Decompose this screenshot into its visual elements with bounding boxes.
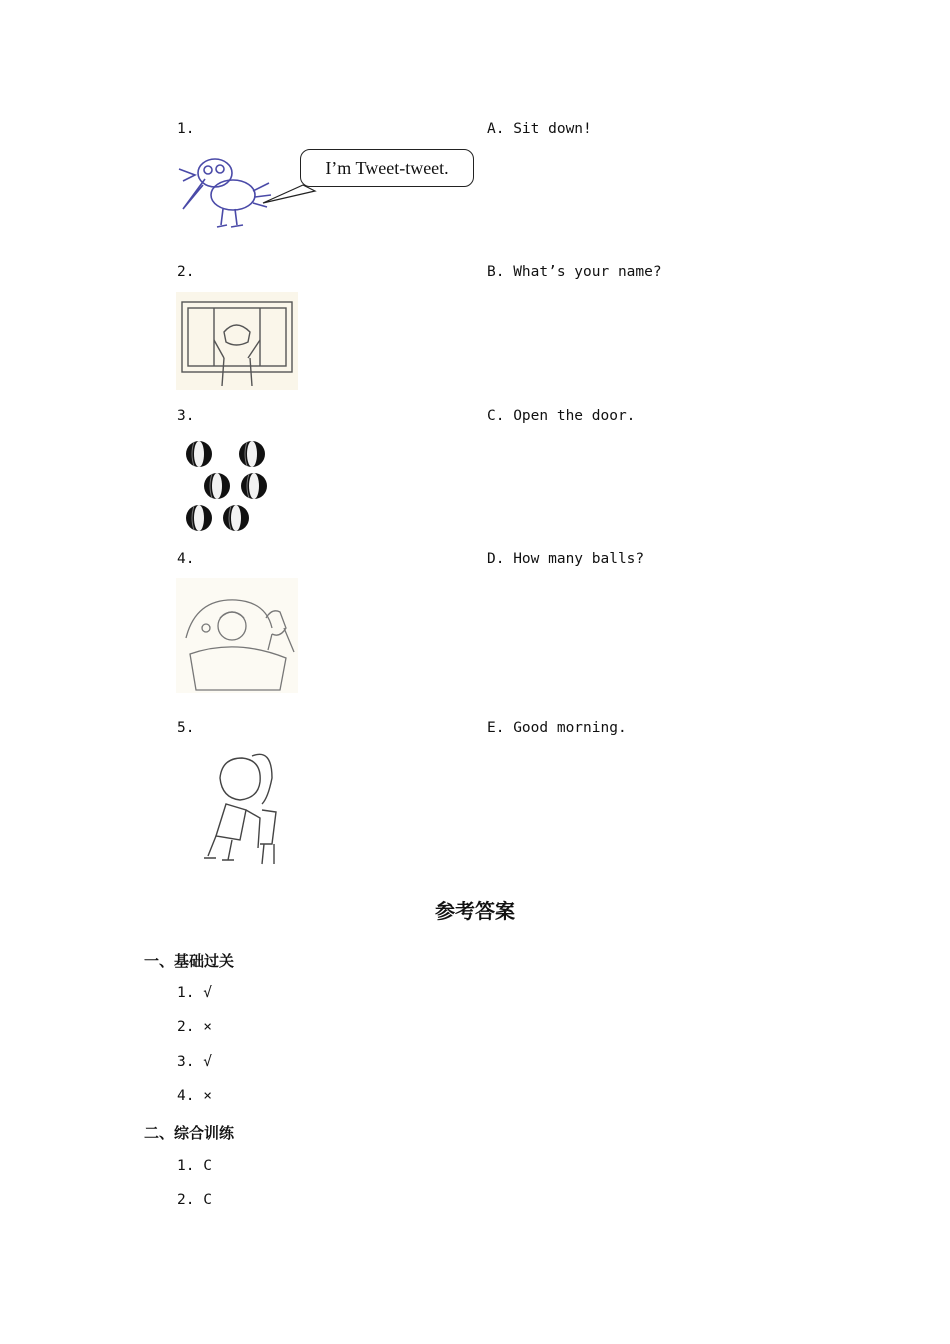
- answer-item: 2. C: [177, 1192, 212, 1208]
- window-picture: [176, 292, 298, 390]
- question-number-3: 3.: [177, 408, 195, 424]
- answer-item: 4. ×: [177, 1088, 212, 1104]
- question-number-4: 4.: [177, 551, 195, 567]
- question-number-5: 5.: [177, 720, 195, 736]
- bedroom-picture: [176, 578, 298, 693]
- option-e: E. Good morning.: [487, 720, 627, 736]
- answer-item: 3. √: [177, 1054, 212, 1070]
- answer-item: 1. C: [177, 1158, 212, 1174]
- answer-key-title: 参考答案: [435, 899, 515, 923]
- section-heading-basic: 一、基础过关: [144, 952, 235, 970]
- balls-picture: [180, 436, 272, 534]
- girl-sitting-picture: [176, 748, 298, 866]
- question-number-2: 2.: [177, 264, 195, 280]
- question-number-1: 1.: [177, 121, 195, 137]
- option-a: A. Sit down!: [487, 121, 592, 137]
- speech-bubble: I’m Tweet-tweet.: [300, 149, 474, 187]
- option-b: B. What’s your name?: [487, 264, 662, 280]
- option-d: D. How many balls?: [487, 551, 645, 567]
- answer-item: 1. √: [177, 985, 212, 1001]
- section-heading-comprehensive: 二、综合训练: [144, 1124, 235, 1142]
- answer-item: 2. ×: [177, 1019, 212, 1035]
- option-c: C. Open the door.: [487, 408, 636, 424]
